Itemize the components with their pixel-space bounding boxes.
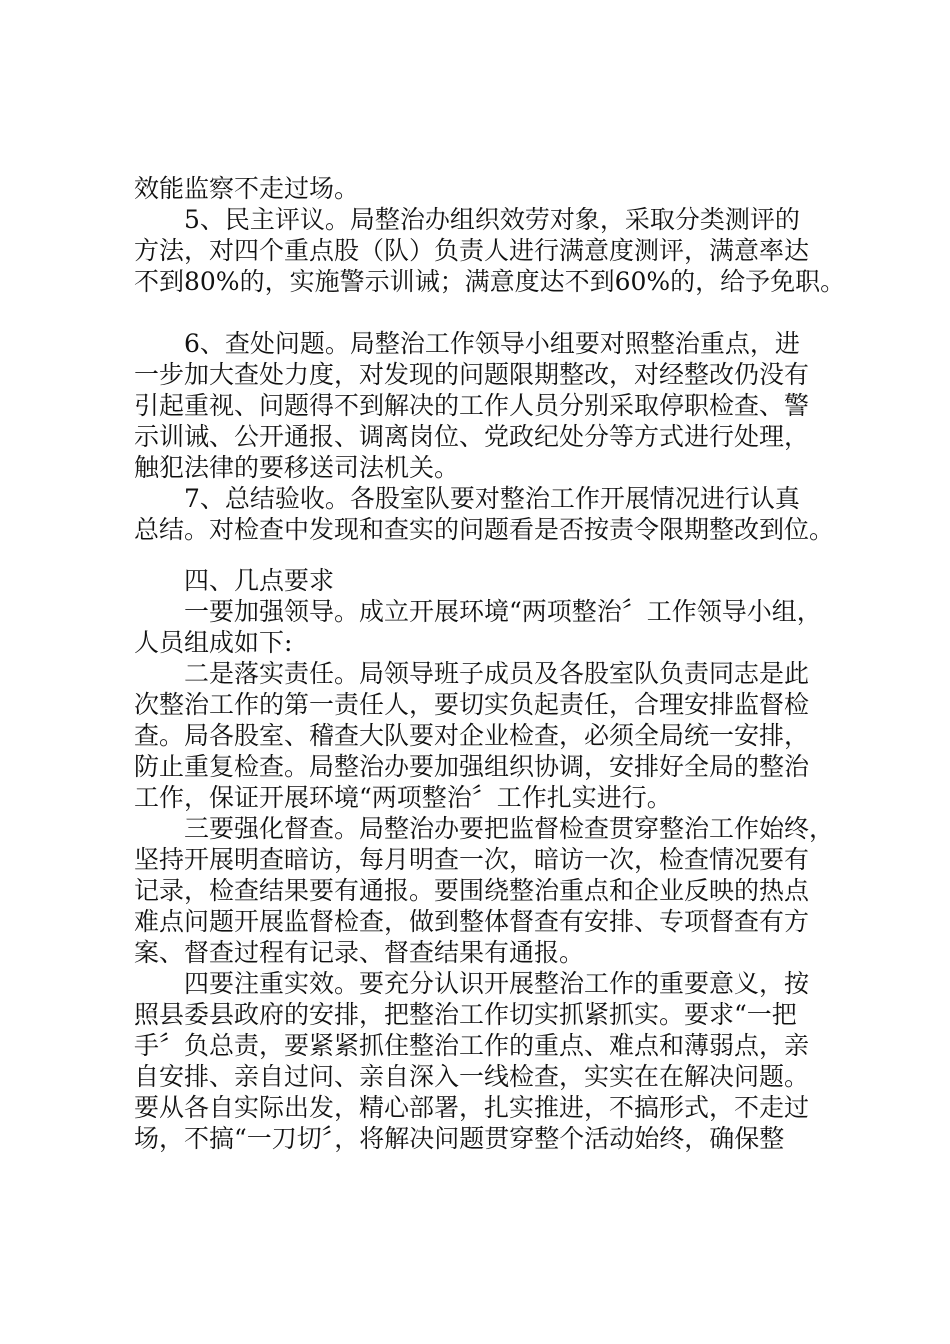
document-body-3 <box>134 565 834 1154</box>
text-line: 场，不搞“一刀切〞，将解决问题贯穿整个活动始终，确保整 <box>134 1124 785 1153</box>
text-line: 示训诫、公开通报、调离岗位、党政纪处分等方式进行处理， <box>134 422 810 451</box>
requirement-1-start: 一要加强领导。成立开展环境“两项整治〞工作领导小组， <box>184 597 822 626</box>
text-line: 效能监察不走过场。 <box>134 174 360 203</box>
paragraph-7-start: 7、总结验收。各股室队要对整治工作开展情况进行认真 <box>184 484 800 513</box>
requirement-2-start: 二是落实责任。局领导班子成员及各股室队负责同志是此 <box>184 659 810 688</box>
document-body-2 <box>134 328 834 545</box>
text-line: 触犯法律的要移送司法机关。 <box>134 453 460 482</box>
text-line: 难点问题开展监督检查，做到整体督查有安排、专项督查有方 <box>134 907 810 936</box>
text-line: 一步加大查处力度，对发现的问题限期整改，对经整改仍没有 <box>134 360 810 389</box>
text-line: 案、督查过程有记录、督查结果有通报。 <box>134 938 585 967</box>
text-line: 手〞负总责，要紧紧抓住整治工作的重点、难点和薄弱点，亲 <box>134 1031 810 1060</box>
document-body <box>134 173 846 297</box>
text-line: 坚持开展明查暗访，每月明查一次，暗访一次，检查情况要有 <box>134 845 810 874</box>
text-line: 照县委县政府的安排，把整治工作切实抓紧抓实。要求“一把 <box>134 1000 797 1029</box>
text-line: 防止重复检查。局整治办要加强组织协调，安排好全局的整治 <box>134 752 810 781</box>
text-line: 次整治工作的第一责任人，要切实负起责任，合理安排监督检 <box>134 690 810 719</box>
requirement-4-start: 四要注重实效。要充分认识开展整治工作的重要意义，按 <box>184 969 810 998</box>
text-line: 方法，对四个重点股（队）负责人进行满意度测评，满意率达 <box>134 236 810 265</box>
text-line: 要从各自实际出发，精心部署，扎实推进，不搞形式，不走过 <box>134 1093 810 1122</box>
text-line: 记录，检查结果要有通报。要围绕整治重点和企业反映的热点 <box>134 876 810 905</box>
text-line: 总结。对检查中发现和查实的问题看是否按责令限期整改到位。 <box>134 515 835 544</box>
section-heading: 四、几点要求 <box>184 566 335 595</box>
text-line: 查。局各股室、稽查大队要对企业检查，必须全局统一安排， <box>134 721 810 750</box>
paragraph-6-start: 6、查处问题。局整治工作领导小组要对照整治重点，进 <box>184 329 800 358</box>
text-line: 不到80%的，实施警示训诫；满意度达不到60%的，给予免职。 <box>134 267 846 296</box>
paragraph-5-start: 5、民主评议。局整治办组织效劳对象，采取分类测评的 <box>184 205 800 234</box>
requirement-3-start: 三要强化督查。局整治办要把监督检查贯穿整治工作始终， <box>184 814 835 843</box>
text-line: 工作，保证开展环境“两项整治〞工作扎实进行。 <box>134 783 672 812</box>
text-line: 引起重视、问题得不到解决的工作人员分别采取停职检查、警 <box>134 391 810 420</box>
text-line: 人员组成如下: <box>134 628 293 657</box>
text-line: 自安排、亲自过问、亲自深入一线检查，实实在在解决问题。 <box>134 1062 810 1091</box>
